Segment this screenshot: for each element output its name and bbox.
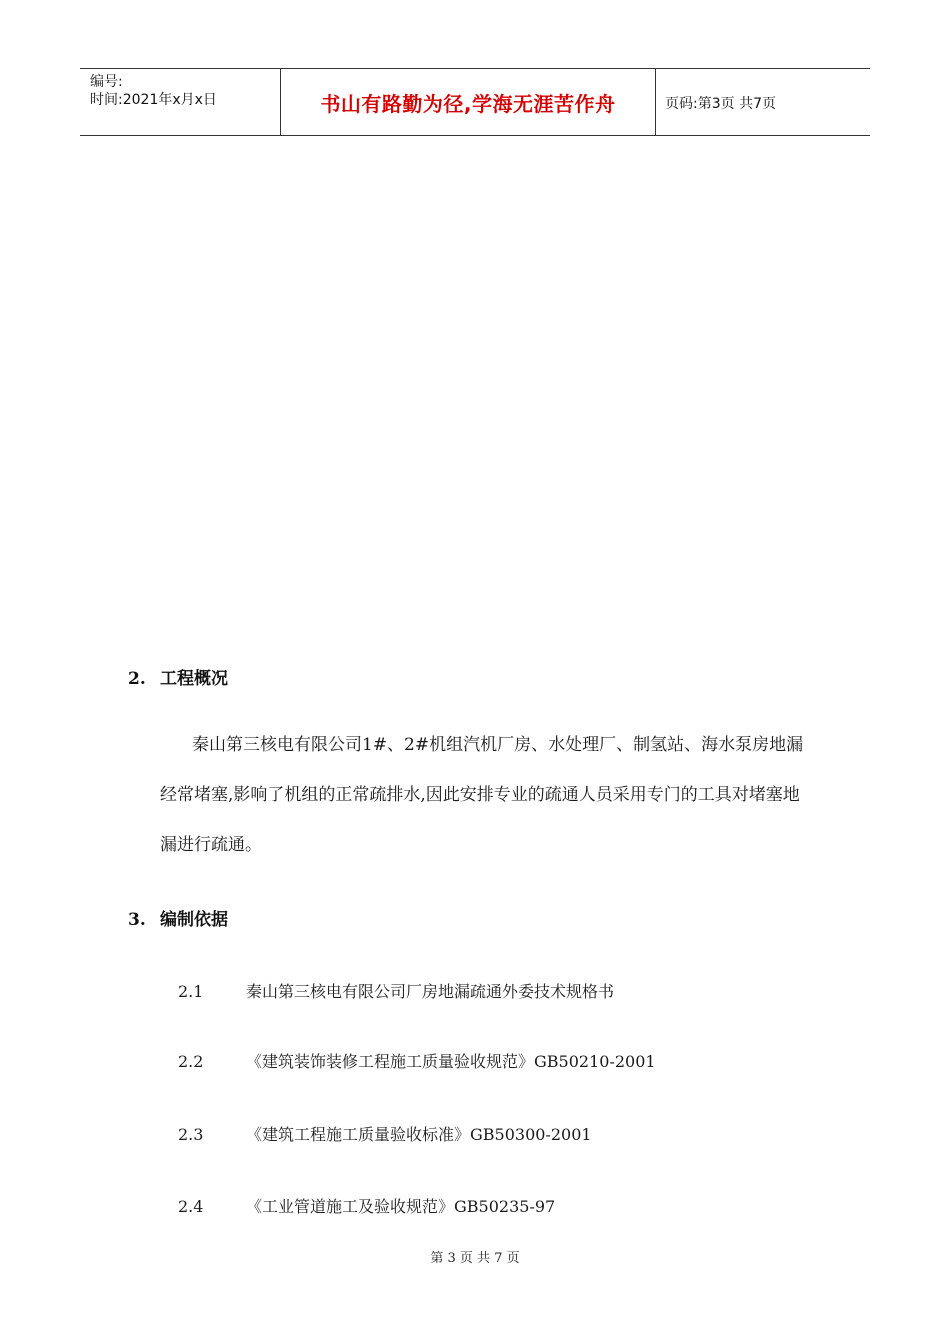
section-title: 编制依据 bbox=[160, 910, 228, 930]
reference-number: 2.4 bbox=[178, 1197, 204, 1216]
document-number-label: 编号: bbox=[90, 74, 123, 90]
reference-item bbox=[178, 1122, 592, 1145]
reference-item bbox=[178, 1194, 555, 1217]
page-header bbox=[80, 68, 870, 136]
reference-number: 2.3 bbox=[178, 1125, 204, 1144]
reference-text: 《建筑装饰装修工程施工质量验收规范》GB50210-2001 bbox=[246, 1052, 656, 1071]
section-number: 2. bbox=[128, 669, 146, 689]
header-divider bbox=[655, 69, 656, 136]
reference-text: 秦山第三核电有限公司厂房地漏疏通外委技术规格书 bbox=[246, 982, 615, 1001]
header-page-info: 页码:第3页 共7页 bbox=[665, 95, 776, 112]
reference-number: 2.1 bbox=[178, 982, 204, 1001]
page-footer: 第 3 页 共 7 页 bbox=[430, 1251, 520, 1266]
reference-item bbox=[178, 1049, 656, 1072]
section-number: 3. bbox=[128, 910, 146, 930]
header-meta bbox=[90, 73, 217, 109]
header-motto: 书山有路勤为径,学海无涯苦作舟 bbox=[320, 92, 616, 116]
document-date-label: 时间:2021年x月x日 bbox=[90, 92, 217, 108]
section-title: 工程概况 bbox=[160, 669, 228, 689]
reference-item bbox=[178, 979, 614, 1002]
section-heading-overview bbox=[128, 664, 228, 689]
reference-text: 《工业管道施工及验收规范》GB50235-97 bbox=[246, 1197, 556, 1216]
section-heading-basis bbox=[128, 905, 228, 930]
overview-paragraph: 秦山第三核电有限公司1#、2#机组汽机厂房、水处理厂、制氢站、海水泵房地漏经常堵塞,影响了机组的正常疏排水,因此安排专业的疏通人员采用专门的工具对堵塞地漏进行疏通。 bbox=[160, 735, 804, 855]
reference-number: 2.2 bbox=[178, 1052, 204, 1071]
reference-text: 《建筑工程施工质量验收标准》GB50300-2001 bbox=[246, 1125, 592, 1144]
